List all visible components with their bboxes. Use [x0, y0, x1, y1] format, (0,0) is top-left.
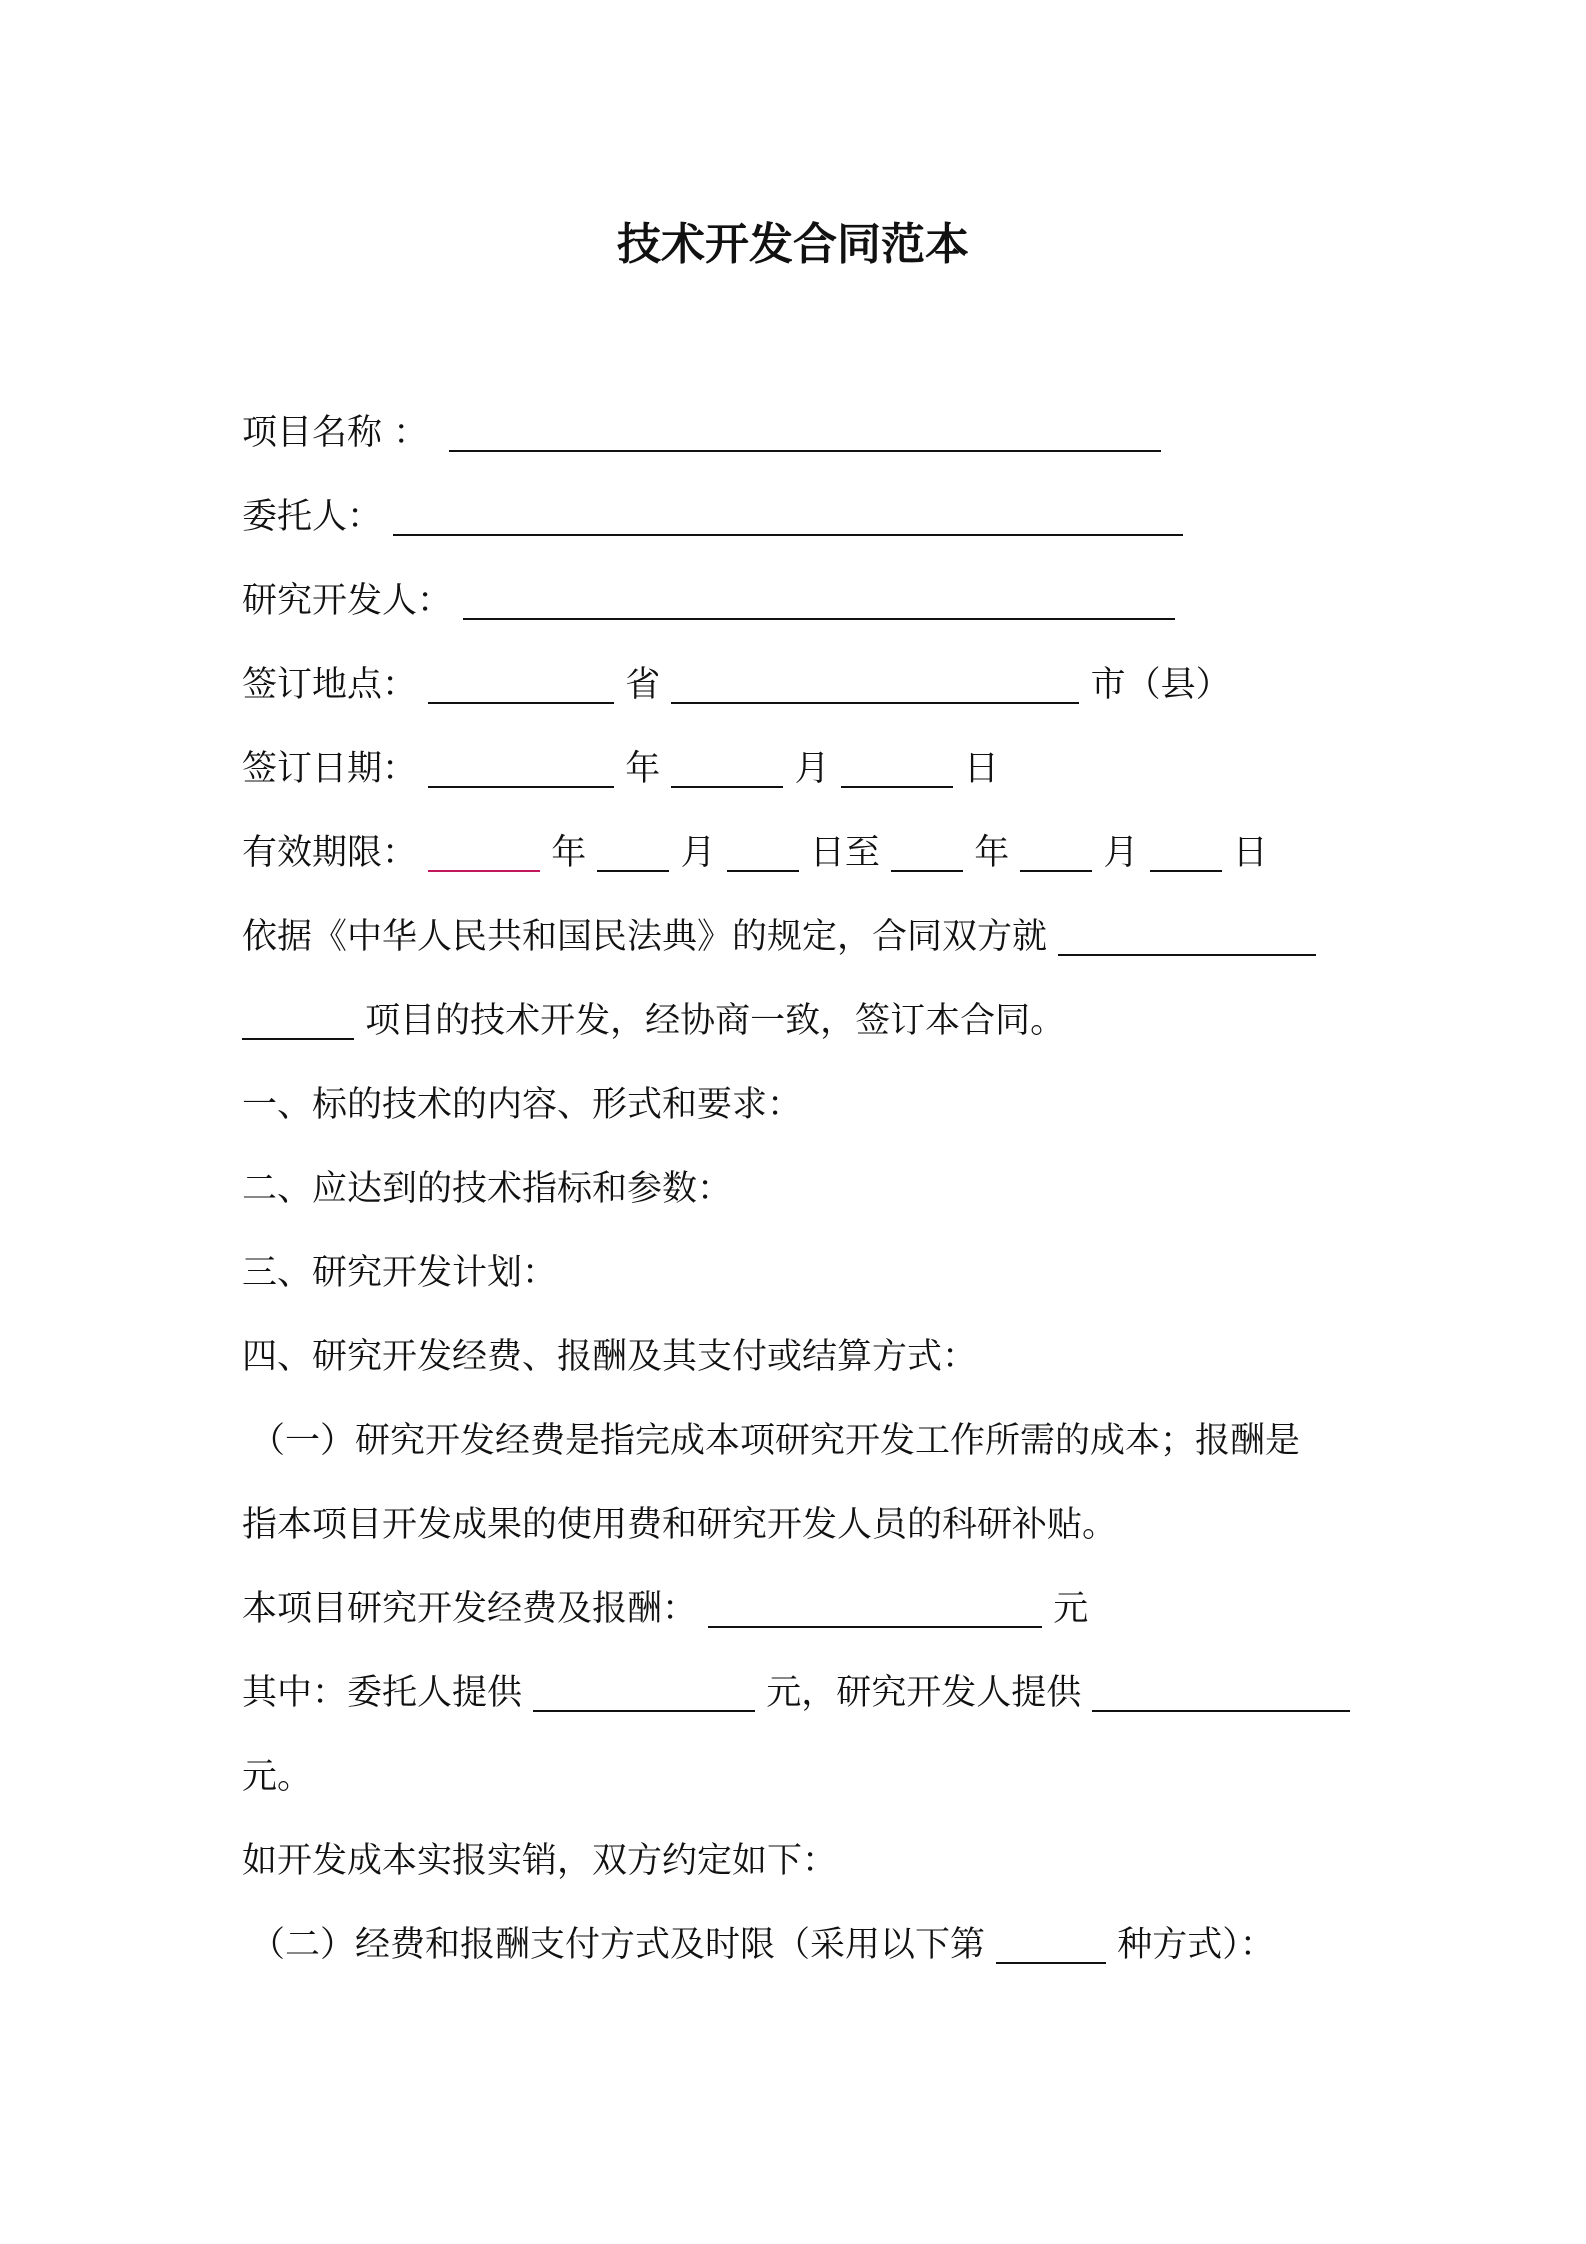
- client-label: 委托人：: [242, 497, 383, 537]
- developer-label: 研究开发人：: [242, 581, 453, 621]
- section-2: 二、应达到的技术指标和参数：: [242, 1169, 733, 1209]
- clause-1-line-2: 指本项目开发成果的使用费和研究开发人员的科研补贴。: [242, 1505, 1118, 1545]
- city-blank[interactable]: [671, 664, 1079, 704]
- start-day-blank[interactable]: [727, 832, 799, 872]
- sign-year-blank[interactable]: [428, 748, 614, 788]
- fee-split-end: 元。: [242, 1757, 313, 1797]
- fee-split-mid: 元，研究开发人提供: [766, 1673, 1082, 1713]
- end-month-blank[interactable]: [1020, 832, 1092, 872]
- start-year-blank[interactable]: [428, 832, 540, 872]
- preamble-project-blank-cont[interactable]: [242, 1000, 354, 1040]
- project-name-label: 项目名称 ：: [242, 413, 429, 453]
- client-blank[interactable]: [393, 496, 1183, 536]
- clause-2-suffix: 种方式）：: [1117, 1925, 1275, 1965]
- clause-2-row: [250, 1920, 1275, 1970]
- province-blank[interactable]: [428, 664, 614, 704]
- sign-place-row: [242, 660, 1231, 710]
- preamble-line-1: [242, 912, 1316, 962]
- validity-label: 有效期限：: [242, 833, 418, 873]
- preamble-project-blank[interactable]: [1058, 916, 1316, 956]
- fee-amount-blank[interactable]: [708, 1588, 1042, 1628]
- sign-day-label: 日: [963, 749, 999, 789]
- fee-split-prefix: 其中：委托人提供: [242, 1673, 523, 1713]
- end-year-blank[interactable]: [891, 832, 963, 872]
- sign-place-label: 签订地点：: [242, 665, 418, 705]
- start-year-label: 年: [551, 833, 587, 873]
- developer-blank[interactable]: [463, 580, 1175, 620]
- fee-label: 本项目研究开发经费及报酬：: [242, 1589, 698, 1629]
- developer-amount-blank[interactable]: [1092, 1672, 1350, 1712]
- developer-row: [242, 576, 1175, 626]
- client-amount-blank[interactable]: [533, 1672, 755, 1712]
- start-day-label: 日至: [809, 833, 880, 873]
- sign-day-blank[interactable]: [841, 748, 953, 788]
- end-month-label: 月: [1103, 833, 1139, 873]
- client-row: [242, 492, 1183, 542]
- validity-row: [242, 828, 1268, 878]
- end-day-label: 日: [1232, 833, 1268, 873]
- section-4: 四、研究开发经费、报酬及其支付或结算方式：: [242, 1337, 978, 1377]
- sign-date-row: [242, 744, 999, 794]
- city-suffix: 市（县）: [1090, 665, 1231, 705]
- project-name-row: [242, 408, 1161, 458]
- section-3: 三、研究开发计划：: [242, 1253, 558, 1293]
- end-day-blank[interactable]: [1150, 832, 1222, 872]
- fee-unit: 元: [1053, 1589, 1089, 1629]
- clause-1-line-1: （一）研究开发经费是指完成本项研究开发工作所需的成本；报酬是: [250, 1421, 1301, 1461]
- fee-split-row: [242, 1668, 1350, 1718]
- clause-2-prefix: （二）经费和报酬支付方式及时限（采用以下第: [250, 1925, 986, 1965]
- actual-cost-line: 如开发成本实报实销，双方约定如下：: [242, 1841, 838, 1881]
- project-name-blank[interactable]: [449, 412, 1161, 452]
- section-1: 一、标的技术的内容、形式和要求：: [242, 1085, 803, 1125]
- payment-method-blank[interactable]: [996, 1924, 1106, 1964]
- sign-month-blank[interactable]: [671, 748, 783, 788]
- preamble-line-2: [242, 996, 1065, 1046]
- fee-row: [242, 1584, 1088, 1634]
- preamble-text-2: 项目的技术开发，经协商一致，签订本合同。: [365, 1001, 1066, 1041]
- document-title: 技术开发合同范本: [617, 219, 969, 270]
- sign-month-label: 月: [794, 749, 830, 789]
- start-month-blank[interactable]: [597, 832, 669, 872]
- province-suffix: 省: [625, 665, 661, 705]
- preamble-text-1: 依据《中华人民共和国民法典》的规定，合同双方就: [242, 917, 1048, 957]
- sign-date-label: 签订日期：: [242, 749, 418, 789]
- end-year-label: 年: [974, 833, 1010, 873]
- start-month-label: 月: [680, 833, 716, 873]
- sign-year-label: 年: [625, 749, 661, 789]
